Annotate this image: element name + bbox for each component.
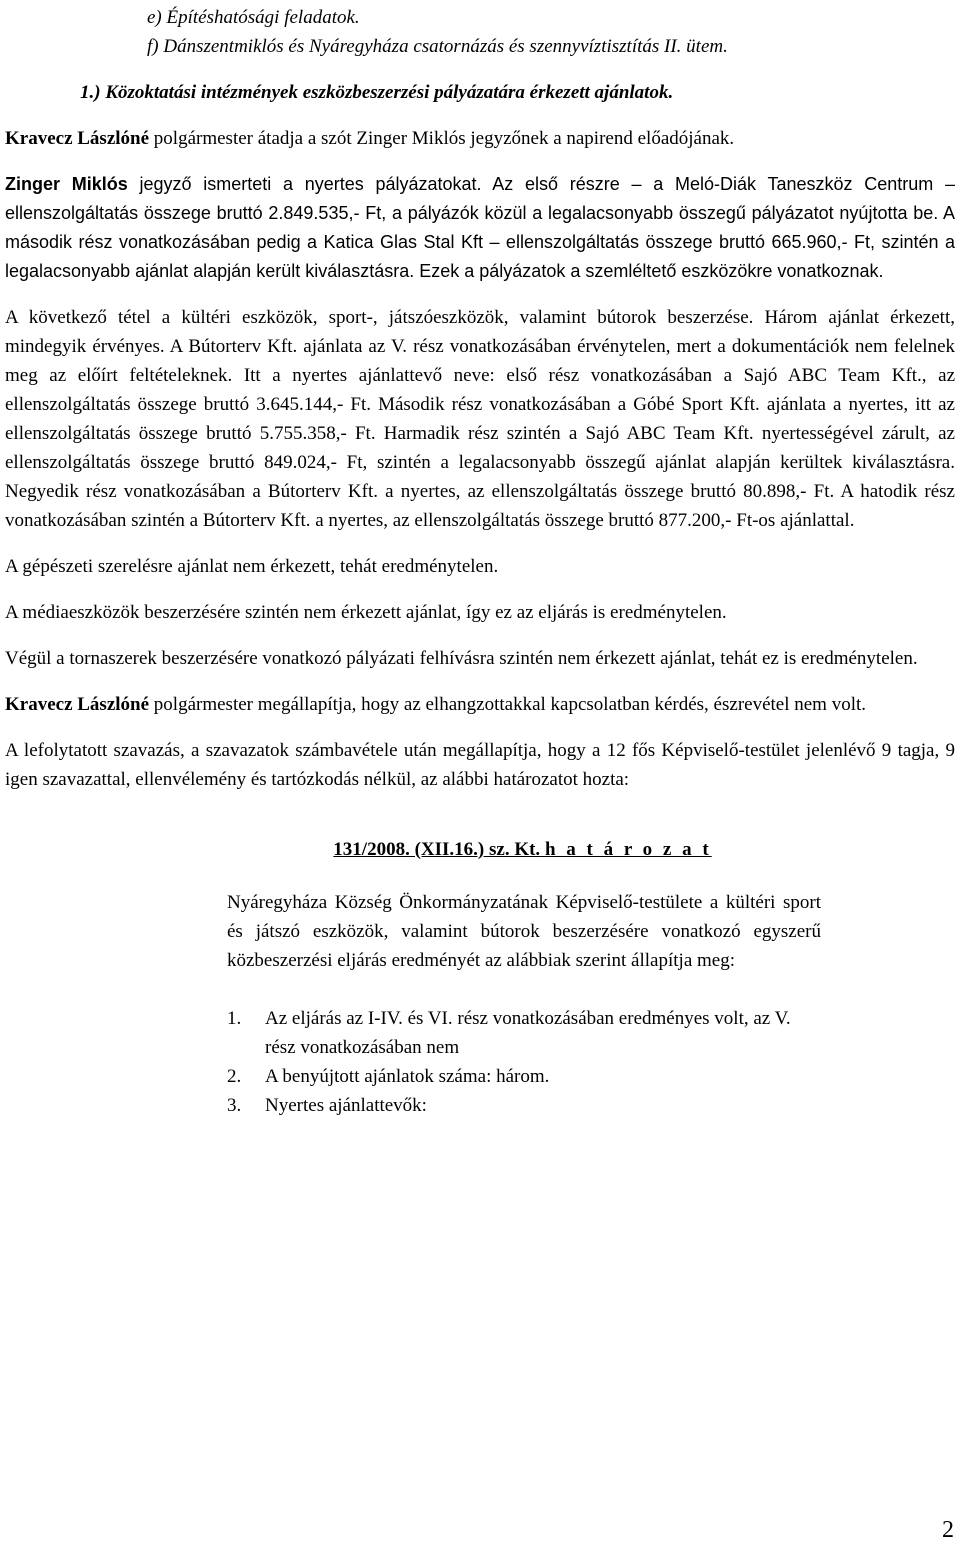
list-text: Nyertes ajánlattevők:	[265, 1095, 427, 1116]
list-number: 3.	[227, 1095, 242, 1116]
list-item	[227, 1062, 821, 1091]
resolution-number: 131/2008. (XII.16.) sz. Kt.	[333, 839, 541, 860]
agenda-item-1-heading: 1.) Közoktatási intézmények eszközbeszerzési pályázatára érkezett ajánlatok.	[80, 82, 674, 103]
list-text: Az eljárás az I-IV. és VI. rész vonatkozásában eredményes volt, az V. rész vonatkozásában nem	[265, 1008, 791, 1058]
resolution-list	[227, 1004, 821, 1120]
list-number: 2.	[227, 1066, 242, 1087]
resolution-title	[5, 835, 955, 864]
document-page	[5, 3, 955, 1120]
paragraph-media: A médiaeszközök beszerzésére szintén nem érkezett ajánlat, így ez az eljárás is eredménytelen.	[5, 602, 727, 623]
paragraph-text: polgármester megállapítja, hogy az elhangzottakkal kapcsolatban kérdés, észrevétel nem volt.	[149, 694, 867, 715]
agenda-item-e: e) Építéshatósági feladatok.	[147, 7, 360, 28]
speaker-name: Kravecz Lászlóné	[5, 694, 150, 715]
resolution-body: Nyáregyháza Község Önkormányzatának Képviselő-testülete a kültéri sport és játszó eszközök, valamint bútorok beszerzésére vonatkozó egyszerű közbeszerzési eljárás eredményét az alábbiak szerint állapítja meg:	[227, 892, 821, 971]
paragraph-mechanical: A gépészeti szerelésre ajánlat nem érkezett, tehát eredménytelen.	[5, 556, 499, 577]
paragraph-text: jegyző ismerteti a nyertes pályázatokat. Az első részre – a Meló-Diák Taneszköz Centrum – ellenszolgáltatás összege bruttó 2.849.535,- Ft, a pályázók közül a legalacsonyabb összegű pályázatot nyújtotta be. A második rész vonatkozásában pedig a Katica Glas Stal Kft – ellenszolgáltatás összege bruttó 665.960,- Ft, szintén a legalacsonyabb ajánlat alapján került kiválasztásra. Ezek a pályázatok a szemléltető eszközökre vonatkoznak.	[5, 174, 955, 281]
agenda-item-f: f) Dánszentmiklós és Nyáregyháza csatornázás és szennyvíztisztítás II. ütem.	[147, 36, 728, 57]
list-number: 1.	[227, 1008, 242, 1029]
speaker-name: Kravecz Lászlóné	[5, 128, 150, 149]
paragraph-text: polgármester átadja a szót Zinger Miklós jegyzőnek a napirend előadójának.	[149, 128, 735, 149]
paragraph-outdoor-equipment: A következő tétel a kültéri eszközök, sport-, játszóeszközök, valamint bútorok beszerzése. Három ajánlat érkezett, mindegyik érvényes. A Bútorterv Kft. ajánlata az V. rész vonatkozásában érvénytelen, mert a dokumentációk nem felelnek meg az előírt feltételeknek. Itt a nyertes ajánlattevő neve: első rész vonatkozásában a Sajó ABC Team Kft., az ellenszolgáltatás összege bruttó 3.645.144,- Ft. Második rész vonatkozásában a Góbé Sport Kft. ajánlata a nyertes, itt az ellenszolgáltatás összege bruttó 5.755.358,- Ft. Harmadik rész szintén a Sajó ABC Team Kft. nyertességével zárult, az ellenszolgáltatás összege bruttó 849.024,- Ft, szintén a legalacsonyabb összegű ajánlat alapján kerültek kiválasztásra. Negyedik rész vonatkozásában a Bútorterv Kft. a nyertes, az ellenszolgáltatás összege bruttó 80.898,- Ft. A hatodik rész vonatkozásában szintén a Bútorterv Kft. a nyertes, az ellenszolgáltatás összege bruttó 877.200,- Ft-os ajánlattal.	[5, 307, 955, 531]
paragraph-notary-report	[5, 170, 955, 286]
paragraph-gym: Végül a tornaszerek beszerzésére vonatkozó pályázati felhívásra szintén nem érkezett ajánlat, tehát ez is eredménytelen.	[5, 648, 918, 669]
resolution-word: h a t á r o z a t	[544, 839, 712, 860]
list-item	[227, 1091, 821, 1120]
paragraph-mayor-conclusion	[5, 690, 955, 719]
list-item	[227, 1004, 821, 1062]
paragraph-vote: A lefolytatott szavazás, a szavazatok számbavétele után megállapítja, hogy a 12 fős Képviselő-testület jelenlévő 9 tagja, 9 igen szavazattal, ellenvélemény és tartózkodás nélkül, az alábbi határozatot hozta:	[5, 740, 955, 790]
paragraph-opening	[5, 124, 955, 153]
page-number: 2	[942, 1517, 954, 1543]
list-text: A benyújtott ajánlatok száma: három.	[265, 1066, 550, 1087]
speaker-name: Zinger Miklós	[5, 174, 128, 194]
